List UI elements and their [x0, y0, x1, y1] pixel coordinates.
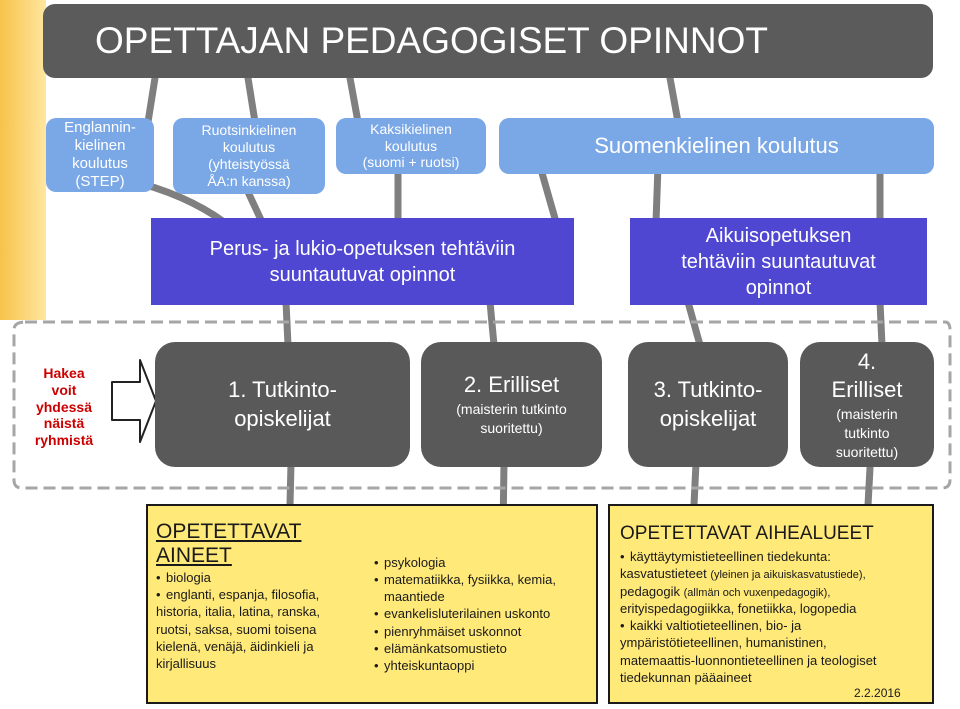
group-box-4: [800, 342, 934, 467]
track-box-basic-upper: [151, 218, 574, 305]
group-subtitle-line: tutkinto: [844, 424, 890, 441]
track-line: opinnot: [745, 276, 812, 299]
language-line: Kaksikielinen: [370, 120, 452, 137]
language-line: (yhteistyössä: [208, 156, 290, 172]
area-item: matemaattis-luonnontieteellinen ja teologiset: [620, 652, 877, 668]
areas-box: [608, 504, 934, 704]
area-text-note: (allmän och vuxenpedagogik),: [683, 586, 831, 599]
apply-note-line: ryhmistä: [34, 432, 94, 449]
subject-item: • biologia: [156, 569, 356, 586]
apply-note: [22, 352, 106, 462]
subjects-column-right: [374, 554, 594, 674]
areas-title: OPETETTAVAT AIHEALUEET: [620, 523, 874, 544]
subject-item: historia, italia, latina, ranska,: [156, 604, 321, 620]
apply-note-line: Hakea: [43, 365, 85, 381]
subjects-title: [156, 520, 356, 567]
area-item: • kaikki valtiotieteellinen, bio- ja: [620, 617, 924, 634]
subject-item: • pienryhmäiset uskonnot: [374, 623, 594, 640]
area-text: kasvatustieteet: [620, 566, 711, 582]
group-subtitle-line: (maisterin: [836, 405, 898, 422]
subjects-title-line: AINEET: [156, 543, 232, 567]
group-title-line: 1. Tutkinto-: [228, 376, 337, 402]
group-box-3: [628, 342, 788, 467]
area-text-note: (yleinen ja aikuiskasvatustiede),: [710, 569, 866, 582]
group-subtitle-line: suoritettu): [835, 443, 899, 460]
area-item: [620, 583, 924, 601]
subject-item: • yhteiskuntaoppi: [374, 657, 594, 674]
subjects-box: [146, 504, 598, 704]
subjects-column-left: [156, 520, 356, 672]
language-line: (suomi + ruotsi): [362, 154, 460, 171]
language-box-finnish: [499, 118, 934, 174]
subject-item: maantiede: [384, 589, 445, 605]
language-line: koulutus: [384, 137, 438, 154]
subjects-list: [156, 569, 356, 672]
language-line: koulutus: [222, 139, 276, 156]
group-title-line: 2. Erilliset: [463, 372, 560, 398]
language-line: kielinen koulutus: [72, 137, 128, 172]
track-box-adult: [630, 218, 927, 305]
subject-item: kielenä, venäjä, äidinkieli ja: [156, 638, 314, 654]
language-box-bilingual: [336, 118, 486, 174]
group-subtitle-line: (maisterin tutkinto: [456, 400, 567, 417]
area-item: [620, 565, 924, 583]
track-line: Perus- ja lukio-opetuksen tehtäviin: [209, 237, 516, 260]
areas-list: [620, 548, 924, 686]
language-line: Suomenkielinen koulutus: [594, 132, 839, 158]
group-box-1: [155, 342, 410, 467]
subject-item: • evankelisluterilainen uskonto: [374, 605, 594, 622]
apply-note-line: näistä: [43, 415, 85, 432]
language-box-english: [46, 118, 154, 192]
track-line: suuntautuvat opinnot: [269, 263, 456, 286]
wedge-arrow-icon: [112, 360, 156, 442]
subject-item: • matematiikka, fysiikka, kemia,: [374, 571, 594, 588]
apply-note-line: voit: [51, 381, 77, 398]
group-title-line: 4.: [857, 348, 877, 374]
group-title-line: opiskelijat: [234, 405, 331, 431]
group-title-line: opiskelijat: [659, 405, 757, 431]
area-item: • käyttäytymistieteellinen tiedekunta:: [620, 548, 924, 565]
track-line: Aikuisopetuksen: [705, 224, 852, 247]
language-line: ÅA:n kanssa): [207, 172, 291, 189]
track-line: tehtäviin suuntautuvat: [681, 250, 876, 273]
decorative-frame: [0, 0, 46, 320]
subject-item: • englanti, espanja, filosofia,: [156, 586, 356, 603]
apply-note-line: yhdessä: [35, 398, 93, 415]
date-label: 2.2.2016: [854, 686, 901, 700]
language-line: Englannin-: [64, 119, 136, 136]
subjects-list-more: [374, 554, 594, 674]
area-item: erityispedagogiikka, fonetiikka, logopedia: [620, 601, 857, 617]
subject-item: • psykologia: [374, 554, 594, 571]
subject-item: kirjallisuus: [156, 655, 216, 671]
group-title-line: Erilliset: [831, 377, 903, 403]
subject-item: ruotsi, saksa, suomi toisena: [156, 621, 317, 637]
subjects-title-line: OPETETTAVAT: [156, 520, 302, 543]
area-item: ympäristötieteellinen, humanistinen,: [620, 635, 827, 651]
page-title: OPETTAJAN PEDAGOGISET OPINNOT: [43, 4, 933, 78]
group-title-line: 3. Tutkinto-: [653, 376, 763, 402]
group-subtitle-line: suoritettu): [480, 419, 543, 436]
subject-item: • elämänkatsomustieto: [374, 640, 594, 657]
area-item: tiedekunnan pääaineet: [620, 669, 752, 685]
language-box-swedish: [173, 118, 325, 194]
area-text: pedagogik: [620, 583, 684, 599]
language-line: Ruotsinkielinen: [201, 122, 297, 139]
language-line: (STEP): [75, 173, 125, 190]
group-box-2: [421, 342, 602, 467]
